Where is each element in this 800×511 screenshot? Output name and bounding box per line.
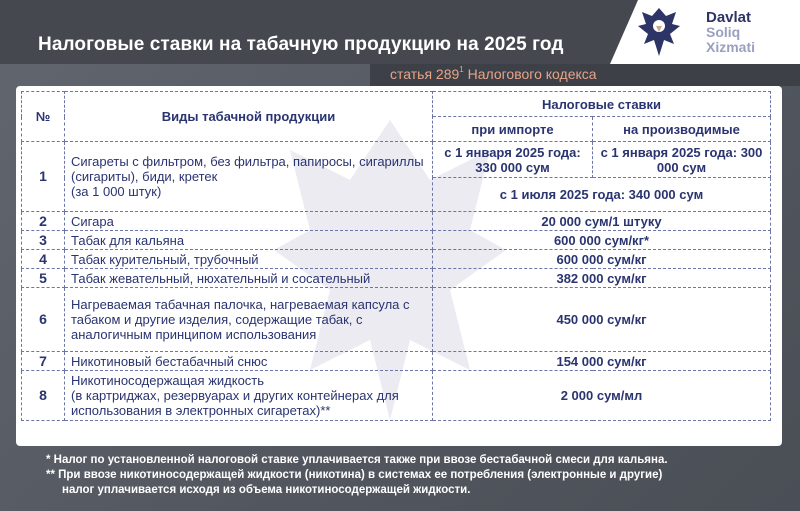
table-row	[22, 250, 771, 269]
table-row	[22, 231, 771, 250]
tax-rate: 154 000 сум/кг	[433, 352, 771, 371]
footnote-2-cont: налог уплачивается исходя из объема никотиносодержащей жидкости.	[62, 484, 471, 496]
tax-rate: 450 000 сум/кг	[433, 288, 771, 352]
product-name: Табак для кальяна	[65, 231, 433, 250]
col-header-rates: Налоговые ставки	[433, 92, 771, 117]
product-name: Нагреваемая табачная палочка, нагреваемая капсула с табаком и другие изделия, содержащие табак, с аналогичным принципом использования	[65, 288, 433, 352]
logo-wordmark	[706, 10, 755, 55]
footnote-2: ** При ввозе никотиносодержащей жидкости (никотина) в системах ее потребления (электронные и другие)	[46, 469, 663, 481]
subtitle	[390, 66, 597, 82]
product-name: Никотиносодержащая жидкость	[71, 373, 265, 388]
logo-line-1: Davlat	[706, 9, 752, 26]
product-name: Сигара	[65, 212, 433, 231]
product-name: Табак курительный, трубочный	[65, 250, 433, 269]
page-title: Налоговые ставки на табачную продукцию на 2025 год	[38, 34, 564, 55]
product-note: (за 1 000 штук)	[71, 184, 162, 199]
col-header-domestic: на производимые	[593, 117, 771, 142]
tax-rate: 382 000 сум/кг	[433, 269, 771, 288]
table-row	[22, 352, 771, 371]
table-row	[22, 212, 771, 231]
import-rate: с 1 января 2025 года: 330 000 сум	[433, 142, 593, 178]
row-number: 8	[22, 371, 65, 421]
rate-from-july: с 1 июля 2025 года: 340 000 сум	[433, 178, 771, 212]
product-cell	[65, 142, 433, 212]
row-number: 2	[22, 212, 65, 231]
product-name: Никотиновый бестабачный снюс	[65, 352, 433, 371]
row-number: 5	[22, 269, 65, 288]
table-row	[22, 269, 771, 288]
tax-rate: 20 000 сум/1 штуку	[433, 212, 771, 231]
subtitle-superscript: 1	[459, 65, 464, 74]
product-note: (в картриджах, резервуарах и других контейнерах для использования в электронных сигаретах)**	[71, 388, 399, 418]
subtitle-text: статья 289	[390, 66, 460, 82]
footnotes	[46, 453, 668, 498]
subtitle-rest: Налогового кодекса	[463, 66, 597, 82]
domestic-rate: с 1 января 2025 года: 300 000 сум	[593, 142, 771, 178]
col-header-type: Виды табачной продукции	[65, 92, 433, 142]
product-cell	[65, 371, 433, 421]
table-row	[22, 288, 771, 352]
col-header-import: при импорте	[433, 117, 593, 142]
tax-rates-table	[21, 91, 771, 421]
row-number: 6	[22, 288, 65, 352]
product-name: Сигареты с фильтром, без фильтра, папиросы, сигариллы (сигариты), биди, кретек	[71, 154, 424, 184]
col-header-num: №	[22, 92, 65, 142]
tax-rate: 600 000 сум/кг	[433, 250, 771, 269]
row-number: 4	[22, 250, 65, 269]
tax-rate: 600 000 сум/кг*	[433, 231, 771, 250]
footnote-1: * Налог по установленной налоговой ставке уплачивается также при ввозе бестабачной смеси для кальяна.	[46, 454, 668, 466]
logo-line-2: Soliq	[706, 24, 741, 40]
row-number: 7	[22, 352, 65, 371]
tax-rate: 2 000 сум/мл	[433, 371, 771, 421]
table-row	[22, 142, 771, 178]
row-number: 3	[22, 231, 65, 250]
eagle-emblem-icon	[636, 4, 682, 60]
table-row	[22, 371, 771, 421]
logo-line-3: Xizmati	[706, 39, 756, 55]
header-row-1	[22, 92, 771, 117]
row-number: 1	[22, 142, 65, 212]
product-name: Табак жевательный, нюхательный и сосательный	[65, 269, 433, 288]
